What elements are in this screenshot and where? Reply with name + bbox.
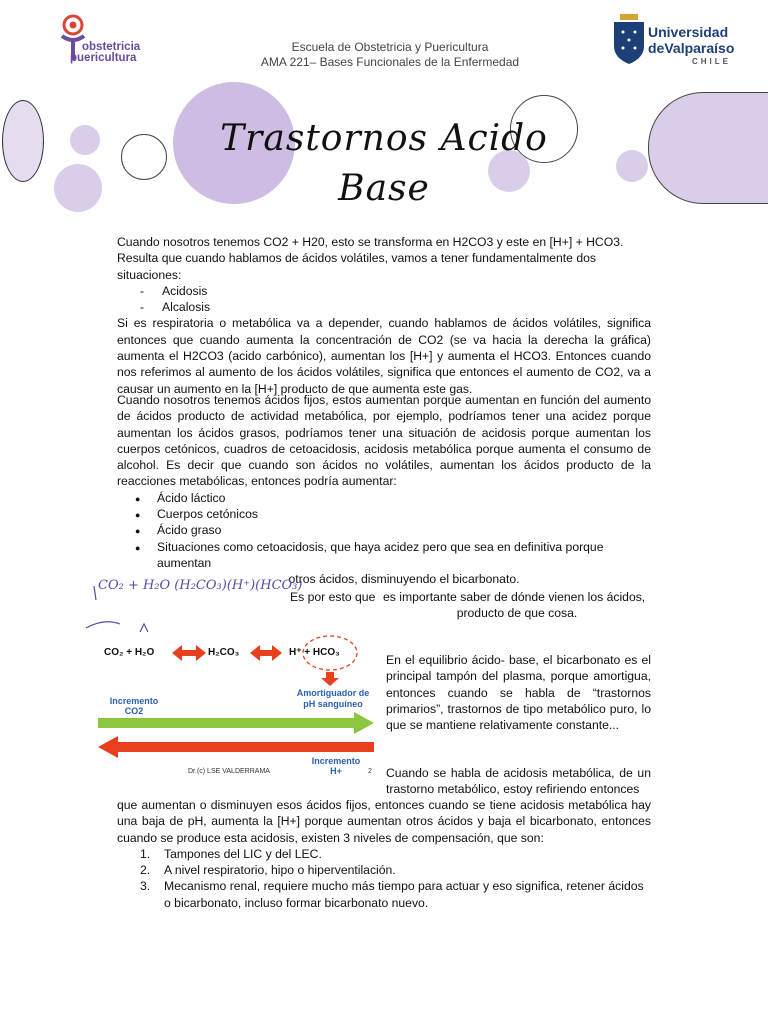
logo-left-line2: puericultura [70, 52, 137, 64]
intro-line1: Cuando nosotros tenemos CO2 + H20, esto se transforma en H2CO3 y este en [H+] + HCO3. [117, 235, 624, 249]
diagram-page-number: 2 [368, 768, 372, 775]
logo-right [612, 14, 735, 70]
university-shield-icon [612, 14, 646, 64]
decor-circle-left-ring [2, 100, 44, 182]
h-hco3-label: H⁺ + HCO₃ [289, 647, 340, 658]
closing-section [117, 797, 651, 911]
decor-circle-left-medium [54, 164, 102, 212]
numbered-list [117, 846, 651, 911]
list-item: - Alcalosis [140, 299, 651, 315]
decor-circle-right-large [648, 92, 768, 204]
list-item: 1. Tampones del LIC y del LEC. [140, 846, 322, 861]
buffer-label: Amortiguador de pH sanguíneo [296, 688, 370, 709]
intro-paragraph: Si es respiratoria o metabólica va a depender, cuando hablamos de ácidos volátiles, significa entonces que cuando aumenta la concentración de CO2 (se va hacia la derecha la gráfica) aumenta el H2CO3 (acido carbónico), aumentan los [H+] y aumenta el HCO3. Entonces cuando nos referimos al aumento de los ácidos volátiles, significa que entonces el aumento de CO2, va a causar un aumento en la [H+] producto de que aumenta este gas. [117, 316, 651, 396]
side-text1-a: Es por esto que [290, 590, 376, 604]
side-text1-b: es importante saber de dónde vienen los ácidos, [383, 590, 646, 604]
list-item: ● Ácido láctico [131, 490, 651, 506]
list-item: 3. Mecanismo renal, requiere mucho más tiempo para actuar y eso significa, retener ácidos o bicarbonato, incluso formar bicarbonato nuevo. [140, 879, 644, 910]
header-course: AMA 221– Bases Funcionales de la Enfermedad [260, 55, 520, 69]
handwritten-note: CO₂ + H₂O (H₂CO₃)(H⁺)(HCO₃) [98, 578, 303, 593]
co2-h2o-label: CO₂ + H₂O [104, 647, 155, 658]
header-school: Escuela de Obstetricia y Puericultura [291, 40, 489, 54]
dash-list [117, 283, 651, 316]
logo-left [52, 14, 152, 66]
side-text1-c: producto de que cosa. [456, 606, 578, 620]
bullet-list [117, 490, 651, 571]
fixed-acids-paragraph: Cuando nosotros tenemos ácidos fijos, estos aumentan porque aumentan en función del aumento de ácidos producto de actividad metabólica, por ejemplo, podríamos tener una acidez porque aumentan los ácidos grasos, podríamos tener una situación de acidosis porque aumentan los cuerpos cetónicos, cuadros de cetoacidosis, acidosis metabólica porque aumenta el consumo de alcohol. Es decir que cuando son ácidos no volátiles, aumentan los ácidos producto de la reacciones metabólicas, entonces podría aumentar: [117, 393, 651, 489]
logo-left-line1: obstetricia [82, 41, 141, 53]
list-item: ● Situaciones como cetoacidosis, que haya acidez pero que sea en definitiva porque aumentan [131, 539, 651, 572]
intro-section [117, 234, 651, 397]
logo-right-line2: deValparaíso [648, 40, 735, 56]
side-text2: En el equilibrio ácido- base, el bicarbonato es el principal tampón del plasma, porque amortigua, entonces cuando se habla de “trastornos primarios”, trastornos de tipo metabólico puro, lo que se mantiene relativamente constante... [386, 653, 651, 733]
logo-right-line3: CHILE [692, 57, 731, 66]
decor-circle-left-small [70, 125, 100, 155]
bullet-continuation: otros ácidos, disminuyendo el bicarbonato. [288, 572, 520, 587]
decor-circle-right-small [616, 150, 648, 182]
side-text3: Cuando se habla de acidosis metabólica, de un trastorno metabólico, estoy refiriendo entonces [386, 766, 651, 797]
list-item: 2. A nivel respiratorio, hipo o hiperventilación. [140, 863, 396, 878]
list-item: - Acidosis [140, 283, 651, 299]
logo-right-line1: Universidad [648, 24, 729, 40]
list-item: ● Ácido graso [131, 522, 651, 538]
list-item: ● Cuerpos cetónicos [131, 506, 651, 522]
intro-line2: Resulta que cuando hablamos de ácidos volátiles, vamos a tener fundamentalmente dos situaciones: [117, 251, 596, 282]
increment-co2-label: Incremento CO2 [109, 696, 159, 716]
page-title-line2: Base [338, 168, 430, 209]
increment-h-label: Incremento H+ [311, 756, 361, 776]
closing-paragraph: que aumentan o disminuyen esos ácidos fijos, entonces cuando se tiene acidosis metabólica hay una baja de pH, aumenta la [H+] porque aumentan otros ácidos y baja el bicarbonato, entonces cuando se produce esta acidosis, existen 3 niveles de compensación, que son: [117, 798, 651, 845]
fixed-acids-section [117, 392, 651, 588]
h2co3-label: H₂CO₃ [208, 647, 240, 658]
page-title-line1: Trastornos Acido [220, 118, 548, 159]
diagram-credit: Dr.(c) LSE VALDERRAMA [188, 768, 270, 775]
decor-circle-center-ring [121, 134, 167, 180]
